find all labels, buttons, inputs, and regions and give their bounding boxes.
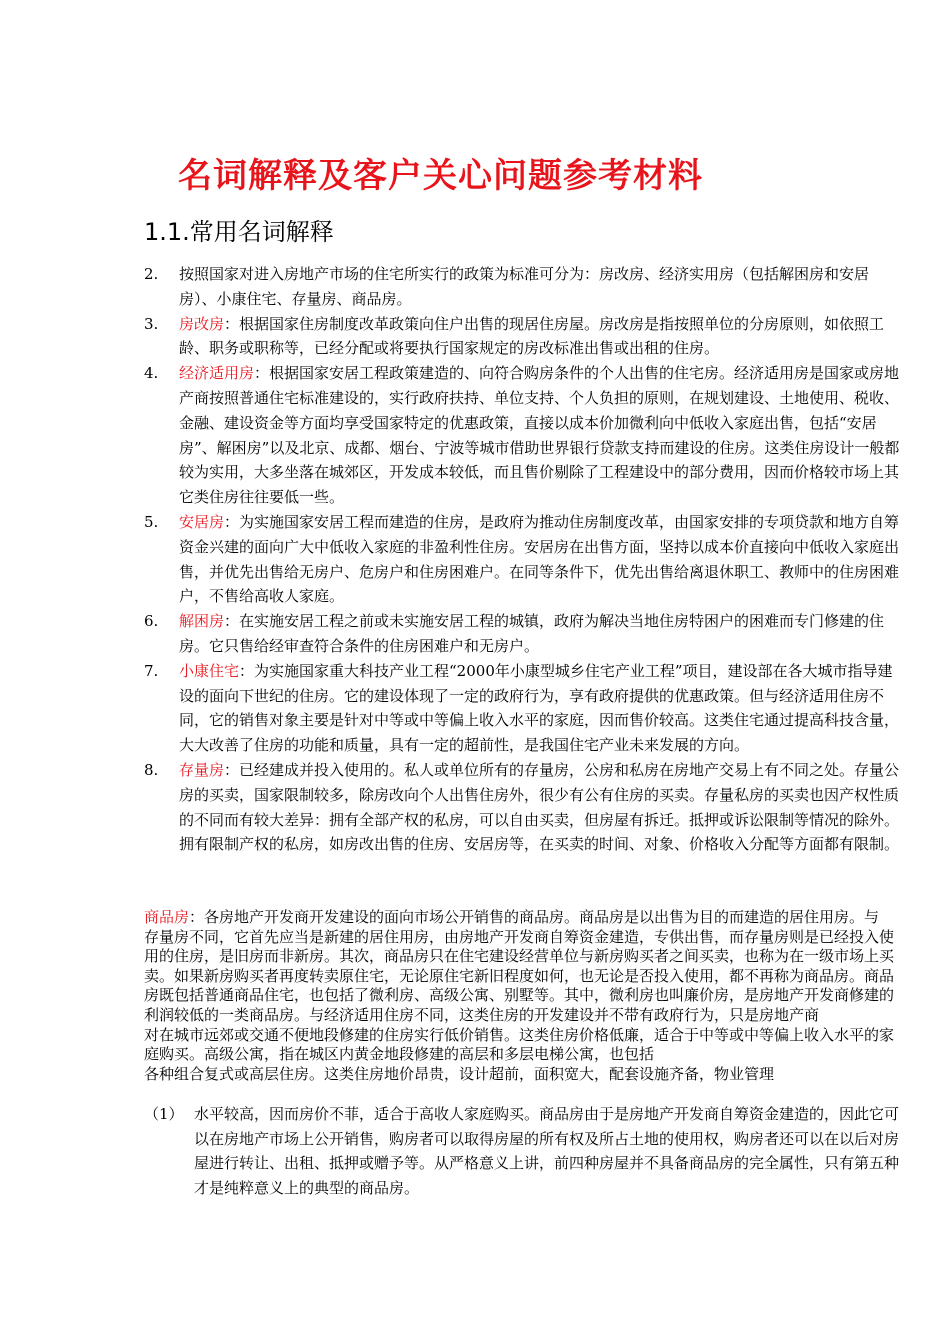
- item-number: 6.: [144, 612, 159, 631]
- sub-item-label: （1）: [144, 1105, 184, 1123]
- list-item: [144, 609, 904, 659]
- item-text: ：已经建成并投入使用的。私人或单位所有的存量房，公房和私房在房地产交易上有不同之处。存量公房的买卖，国家限制较多，除房改向个人出售住房外，很少有公有住房的买卖。存量私房的买卖也因产权性质的不同而有较大差异：拥有全部产权的私房，可以自由买卖，但房屋有拆迁。抵押或诉讼限制等情况的除外。拥有限制产权的私房，如房改出售的住房、安居房等，在买卖的时间、对象、价格收入分配等方面都有限制。: [179, 760, 900, 854]
- commodity-text: ：各房地产开发商开发建设的面向市场公开销售的商品房。商品房是以出售为目的而建造的居住用房。与存量房不同，它首先应当是新建的居住用房，由房地产开发商自筹资金建造，专供出售，而存量房则是已经投入使用的住房，是旧房而非新房。其次，商品房只在住宅建设经营单位与新房购买者之间买卖，也称为在一级市场上买卖。如果新房购买者再度转卖原住宅，无论原住宅新旧程度如何，也无论是否投入使用，都不再称为商品房。商品房既包括普通商品住宅，也包括了微利房、高级公寓、别墅等。其中，微利房也叫廉价房，是房地产开发商修建的利润较低的一类商品房。与经济适用住房不同，这类住房的开发建设并不带有政府行为，只是房地产商: [144, 908, 895, 1024]
- list-item: [144, 361, 904, 510]
- item-term: 小康住宅: [179, 661, 240, 680]
- term-list: [144, 262, 904, 857]
- item-term: 房改房: [179, 314, 225, 333]
- document-title: 名词解释及客户关心问题参考材料: [178, 156, 703, 196]
- item-term: 解困房: [179, 612, 225, 631]
- section-heading: 1.1.常用名词解释: [144, 218, 334, 246]
- commodity-line-2: 对在城市远郊或交通不便地段修建的住房实行低价销售。这类住房价格低廉，适合于中等或中等偏上收入水平的家庭购买。高级公寓，指在城区内黄金地段修建的高层和多层电梯公寓，也包括: [144, 1025, 895, 1064]
- commodity-paragraph: [144, 908, 894, 1084]
- item-text: ：为实施国家安居工程而建造的住房，是政府为推动住房制度改革，由国家安排的专项贷款和地方自筹资金兴建的面向广大中低收入家庭的非盈利性住房。安居房在出售方面，坚持以成本价直接向中低收入家庭出售，并优先出售给无房户、危房户和住房困难户。在同等条件下，优先出售给离退休职工、教师中的住房困难户，不售给高收人家庭。: [179, 512, 900, 606]
- list-item: [144, 659, 904, 758]
- commodity-line-1: [144, 908, 894, 1026]
- sub-item: [144, 1102, 904, 1200]
- list-item: [144, 262, 904, 312]
- item-number: 8.: [144, 760, 159, 779]
- commodity-term: 商品房: [144, 908, 190, 926]
- item-term: 经济适用房: [179, 364, 255, 383]
- commodity-line-3: 各种组合复式或高层住房。这类住房地价昂贵，设计超前，面积宽大，配套设施齐备，物业管理: [144, 1064, 775, 1083]
- item-number: 4.: [144, 364, 159, 383]
- item-number: 7.: [144, 661, 159, 680]
- item-text: 按照国家对进入房地产市场的住宅所实行的政策为标准可分为：房改房、经济实用房（包括解困房和安居房）、小康住宅、存量房、商品房。: [179, 265, 870, 308]
- list-item: [144, 510, 904, 609]
- item-number: 3.: [144, 314, 159, 333]
- item-number: 5.: [144, 512, 159, 531]
- list-item: [144, 312, 904, 362]
- item-term: 安居房: [179, 512, 225, 531]
- item-number: 2.: [144, 265, 159, 283]
- list-item: [144, 758, 904, 857]
- item-text: ：在实施安居工程之前或未实施安居工程的城镇，政府为解决当地住房特困户的困难而专门修建的住房。它只售给经审查符合条件的住房困难户和无房户。: [179, 612, 885, 655]
- item-term: 存量房: [179, 760, 225, 779]
- item-text: ：为实施国家重大科技产业工程“2000年小康型城乡住宅产业工程”项目，建设部在各大城市指导建设的面向下世纪的住房。它的建设体现了一定的政府行为，享有政府提供的优惠政策。但与经济适用住房不同，它的销售对象主要是针对中等或中等偏上收入水平的家庭，因而售价较高。这类住宅通过提高科技含量，大大改善了住房的功能和质量，具有一定的超前性，是我国住宅产业未来发展的方向。: [179, 661, 900, 755]
- item-text: ：根据国家安居工程政策建造的、向符合购房条件的个人出售的住宅房。经济适用房是国家或房地产商按照普通住宅标准建设的，实行政府扶持、单位支持、个人负担的原则，在规划建设、土地使用、税收、金融、建设资金等方面均享受国家特定的优惠政策，直接以成本价加微利向中低收入家庭出售，包括“安居房”、解困房”以及北京、成都、烟台、宁波等城市借助世界银行贷款支持而建设的住房。这类住房设计一般都较为实用，大多坐落在城郊区，开发成本较低，而且售价剔除了工程建设中的部分费用，因而价格较市场上其它类住房往往要低一些。: [179, 364, 900, 507]
- item-text: ：根据国家住房制度改革政策向住户出售的现居住房屋。房改房是指按照单位的分房原则，如依照工龄、职务或职称等，已经分配或将要执行国家规定的房改标准出售或出租的住房。: [179, 314, 885, 358]
- sub-item-text: 水平较高，因而房价不菲，适合于高收人家庭购买。商品房由于是房地产开发商自筹资金建造的，因此它可以在房地产市场上公开销售，购房者可以取得房屋的所有权及所占土地的使用权，购房者还可以在以后对房屋进行转让、出租、抵押或赠予等。从严格意义上讲，前四种房屋并不具备商品房的完全属性，只有第五种才是纯粹意义上的典型的商品房。: [194, 1105, 900, 1197]
